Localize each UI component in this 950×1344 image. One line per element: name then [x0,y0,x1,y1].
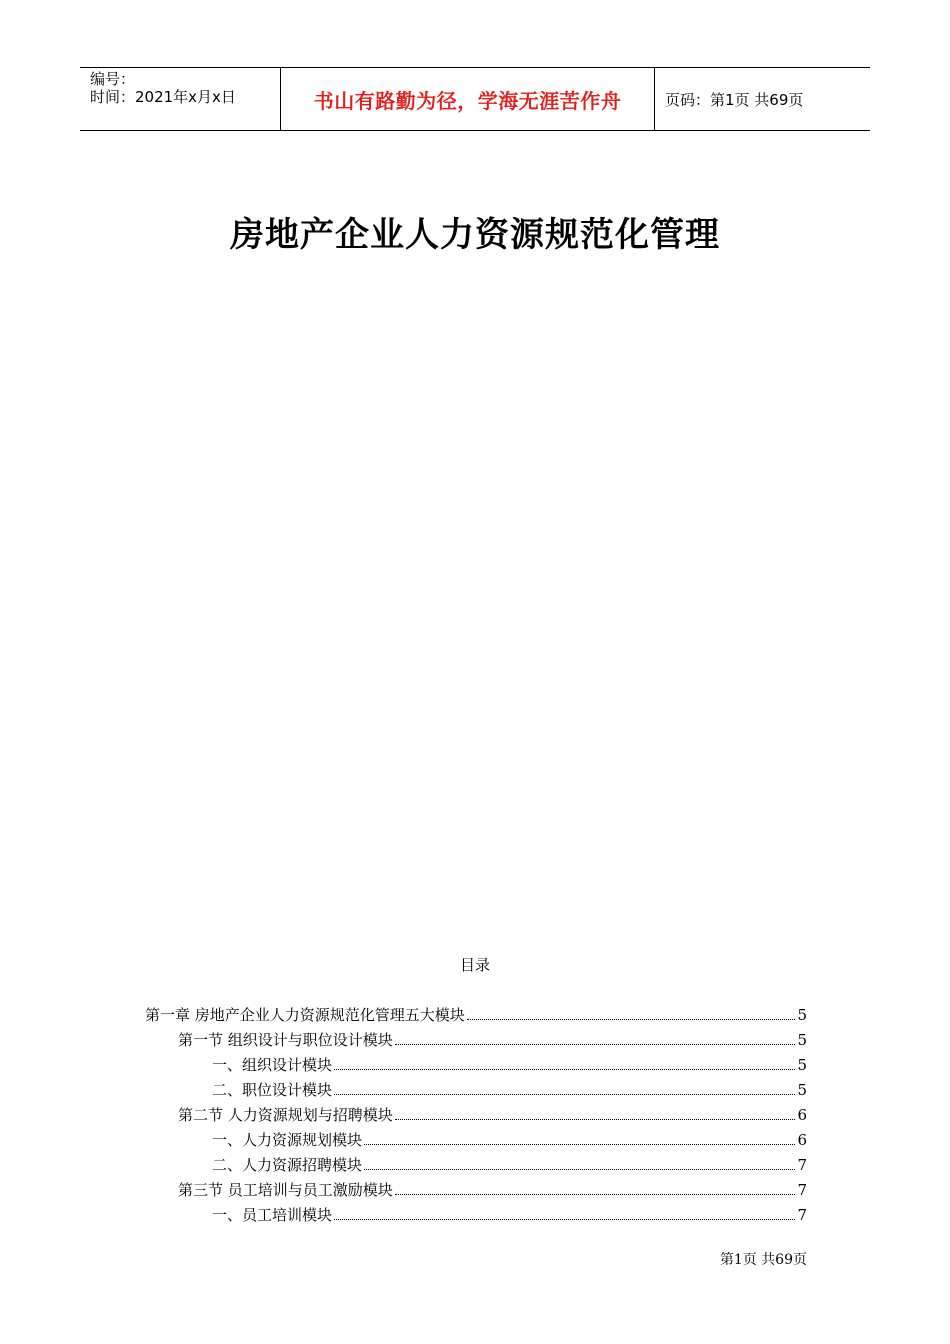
toc-entry-label: 第一节 组织设计与职位设计模块 [178,1031,393,1049]
table-of-contents [145,1002,807,1227]
page-footer: 第1页 共69页 [719,1252,807,1268]
toc-entry-label: 一、人力资源规划模块 [212,1131,363,1149]
toc-leader-dots [395,1119,796,1120]
toc-entry-label: 二、人力资源招聘模块 [212,1156,363,1174]
page-code: 页码：第1页 共69页 [665,90,804,109]
toc-entry-page: 7 [797,1180,807,1199]
toc-entry[interactable] [145,1202,807,1227]
header-motto-cell [281,68,655,130]
toc-entry-page: 6 [797,1130,807,1149]
toc-entry[interactable] [145,1077,807,1102]
number-label: 编号： [90,70,136,88]
toc-entry-page: 5 [797,1055,807,1074]
toc-entry-page: 5 [797,1030,807,1049]
toc-leader-dots [364,1144,795,1145]
document-title: 房地产企业人力资源规范化管理 [230,215,720,255]
toc-entry[interactable] [145,1102,807,1127]
toc-entry[interactable] [145,1002,807,1027]
toc-entry-page: 6 [797,1105,807,1124]
toc-entry-label: 一、员工培训模块 [212,1206,333,1224]
toc-entry[interactable] [145,1152,807,1177]
toc-leader-dots [467,1019,796,1020]
toc-heading: 目录 [459,956,490,974]
toc-entry-label: 一、组织设计模块 [212,1056,333,1074]
toc-entry-label: 第二节 人力资源规划与招聘模块 [178,1106,393,1124]
toc-leader-dots [334,1094,795,1095]
toc-leader-dots [364,1169,795,1170]
toc-leader-dots [395,1044,796,1045]
toc-entry-page: 5 [797,1005,807,1024]
motto-text: 书山有路勤为径，学海无涯苦作舟 [313,88,622,113]
toc-entry-label: 二、职位设计模块 [212,1081,333,1099]
toc-entry-label: 第三节 员工培训与员工激励模块 [178,1181,393,1199]
document-header [80,67,870,131]
header-meta-cell [80,68,281,130]
toc-leader-dots [334,1219,795,1220]
toc-entry[interactable] [145,1177,807,1202]
toc-entry-label: 第一章 房地产企业人力资源规范化管理五大模块 [145,1006,465,1024]
toc-entry-page: 5 [797,1080,807,1099]
toc-leader-dots [395,1194,796,1195]
time-label: 时间：2021年x月x日 [90,88,236,106]
toc-entry[interactable] [145,1127,807,1152]
header-page-cell [655,68,870,130]
toc-entry[interactable] [145,1027,807,1052]
toc-entry[interactable] [145,1052,807,1077]
toc-entry-page: 7 [797,1205,807,1224]
toc-entry-page: 7 [797,1155,807,1174]
toc-leader-dots [334,1069,795,1070]
